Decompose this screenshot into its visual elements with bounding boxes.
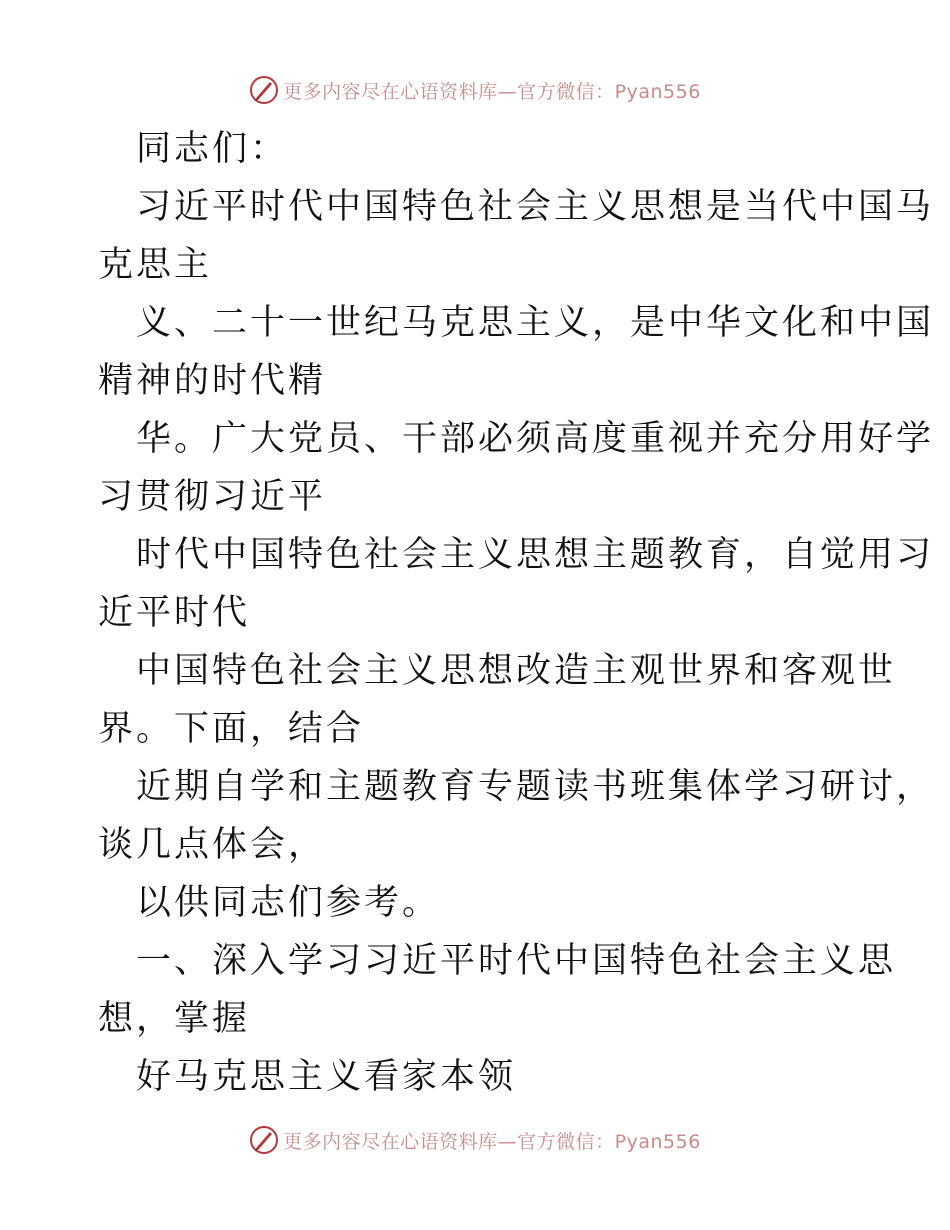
header-banner: [0, 70, 950, 110]
body-line-9: 近平时代: [98, 593, 251, 633]
body-line-15: 一、深入学习习近平时代中国特色社会主义思: [136, 941, 897, 981]
body-line-7: 习贯彻习近平: [98, 477, 327, 517]
body-line-14: 以供同志们参考。: [136, 883, 441, 923]
body-line-11: 界。下面，结合: [98, 709, 365, 749]
body-line-1: 同志们：: [136, 129, 289, 169]
body-line-12: 近期自学和主题教育专题读书班集体学习研讨，: [136, 767, 935, 807]
quill-pen-logo-icon: [249, 1125, 279, 1155]
body-line-13: 谈几点体会，: [98, 825, 327, 865]
footer-banner: [0, 1120, 950, 1160]
body-line-8: 时代中国特色社会主义思想主题教育，自觉用习: [136, 535, 935, 575]
body-line-10: 中国特色社会主义思想改造主观世界和客观世: [136, 651, 897, 691]
body-line-4: 义、二十一世纪马克思主义，是中华文化和中国: [136, 303, 935, 343]
body-line-16: 想，掌握: [98, 999, 251, 1039]
body-line-17: 好马克思主义看家本领: [136, 1057, 517, 1097]
footer-banner-text: 更多内容尽在心语资料库—官方微信：Pyan556: [283, 1130, 701, 1153]
body-line-5: 精神的时代精: [98, 361, 327, 401]
body-line-2: 习近平时代中国特色社会主义思想是当代中国马: [136, 187, 935, 227]
body-line-6: 华。广大党员、干部必须高度重视并充分用好学: [136, 419, 935, 459]
quill-pen-logo-icon: [249, 75, 279, 105]
header-banner-text: 更多内容尽在心语资料库—官方微信：Pyan556: [283, 80, 701, 103]
body-line-3: 克思主: [98, 245, 213, 285]
